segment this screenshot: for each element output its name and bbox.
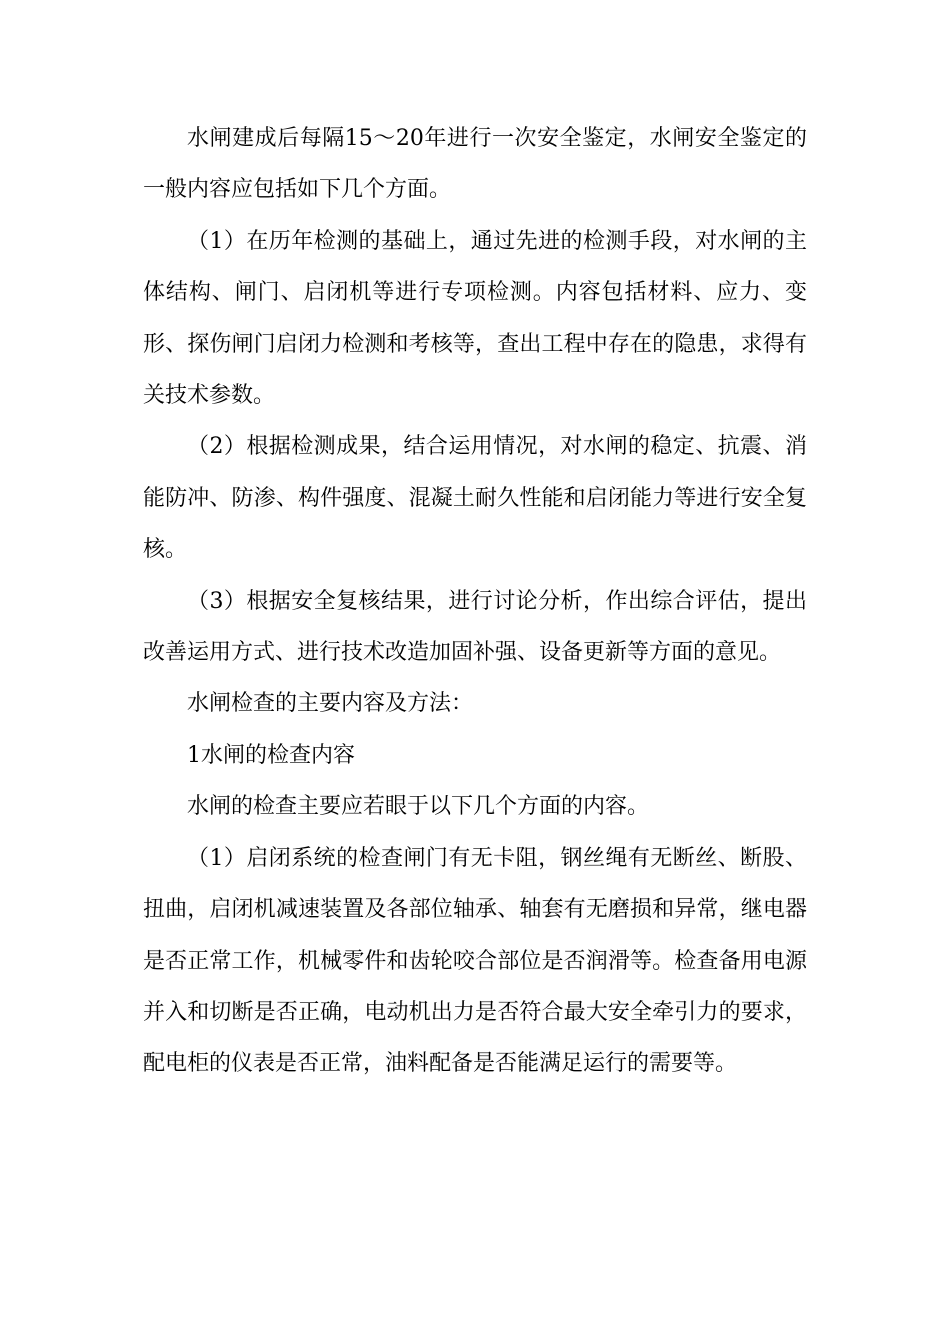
- paragraph-item-3-evaluation: （3）根据安全复核结果，进行讨论分析，作出综合评估，提出改善运用方式、进行技术改造加固补强、设备更新等方面的意见。: [143, 588, 807, 666]
- paragraph-inspection-methods-heading: 水闸检查的主要内容及方法：: [187, 691, 474, 717]
- document-body: [143, 113, 807, 1090]
- paragraph-item-1-inspection: （1）在历年检测的基础上，通过先进的检测手段，对水闸的主体结构、闸门、启闭机等进行专项检测。内容包括材料、应力、变形、探伤闸门启闭力检测和考核等，查出工程中存在的隐患，求得有关技术参数。: [143, 228, 807, 409]
- paragraph-item-2-review: （2）根据检测成果，结合运用情况，对水闸的稳定、抗震、消能防冲、防渗、构件强度、混凝土耐久性能和启闭能力等进行安全复核。: [143, 434, 807, 563]
- paragraph-hoist-system-check: （1）启闭系统的检查闸门有无卡阻，钢丝绳有无断丝、断股、扭曲，启闭机减速装置及各部位轴承、轴套有无磨损和异常，继电器是否正常工作，机械零件和齿轮咬合部位是否润滑等。检查备用电源并入和切断是否正确，电动机出力是否符合最大安全牵引力的要求，配电柜的仪表是否正常，油料配备是否能满足运行的需要等。: [143, 845, 807, 1077]
- paragraph-safety-appraisal-intro: 水闸建成后每隔15～20年进行一次安全鉴定，水闸安全鉴定的一般内容应包括如下几个方面。: [143, 126, 807, 203]
- section-heading-inspection-content: 1水闸的检查内容: [187, 742, 355, 768]
- paragraph-inspection-aspects: 水闸的检查主要应若眼于以下几个方面的内容。: [187, 794, 650, 820]
